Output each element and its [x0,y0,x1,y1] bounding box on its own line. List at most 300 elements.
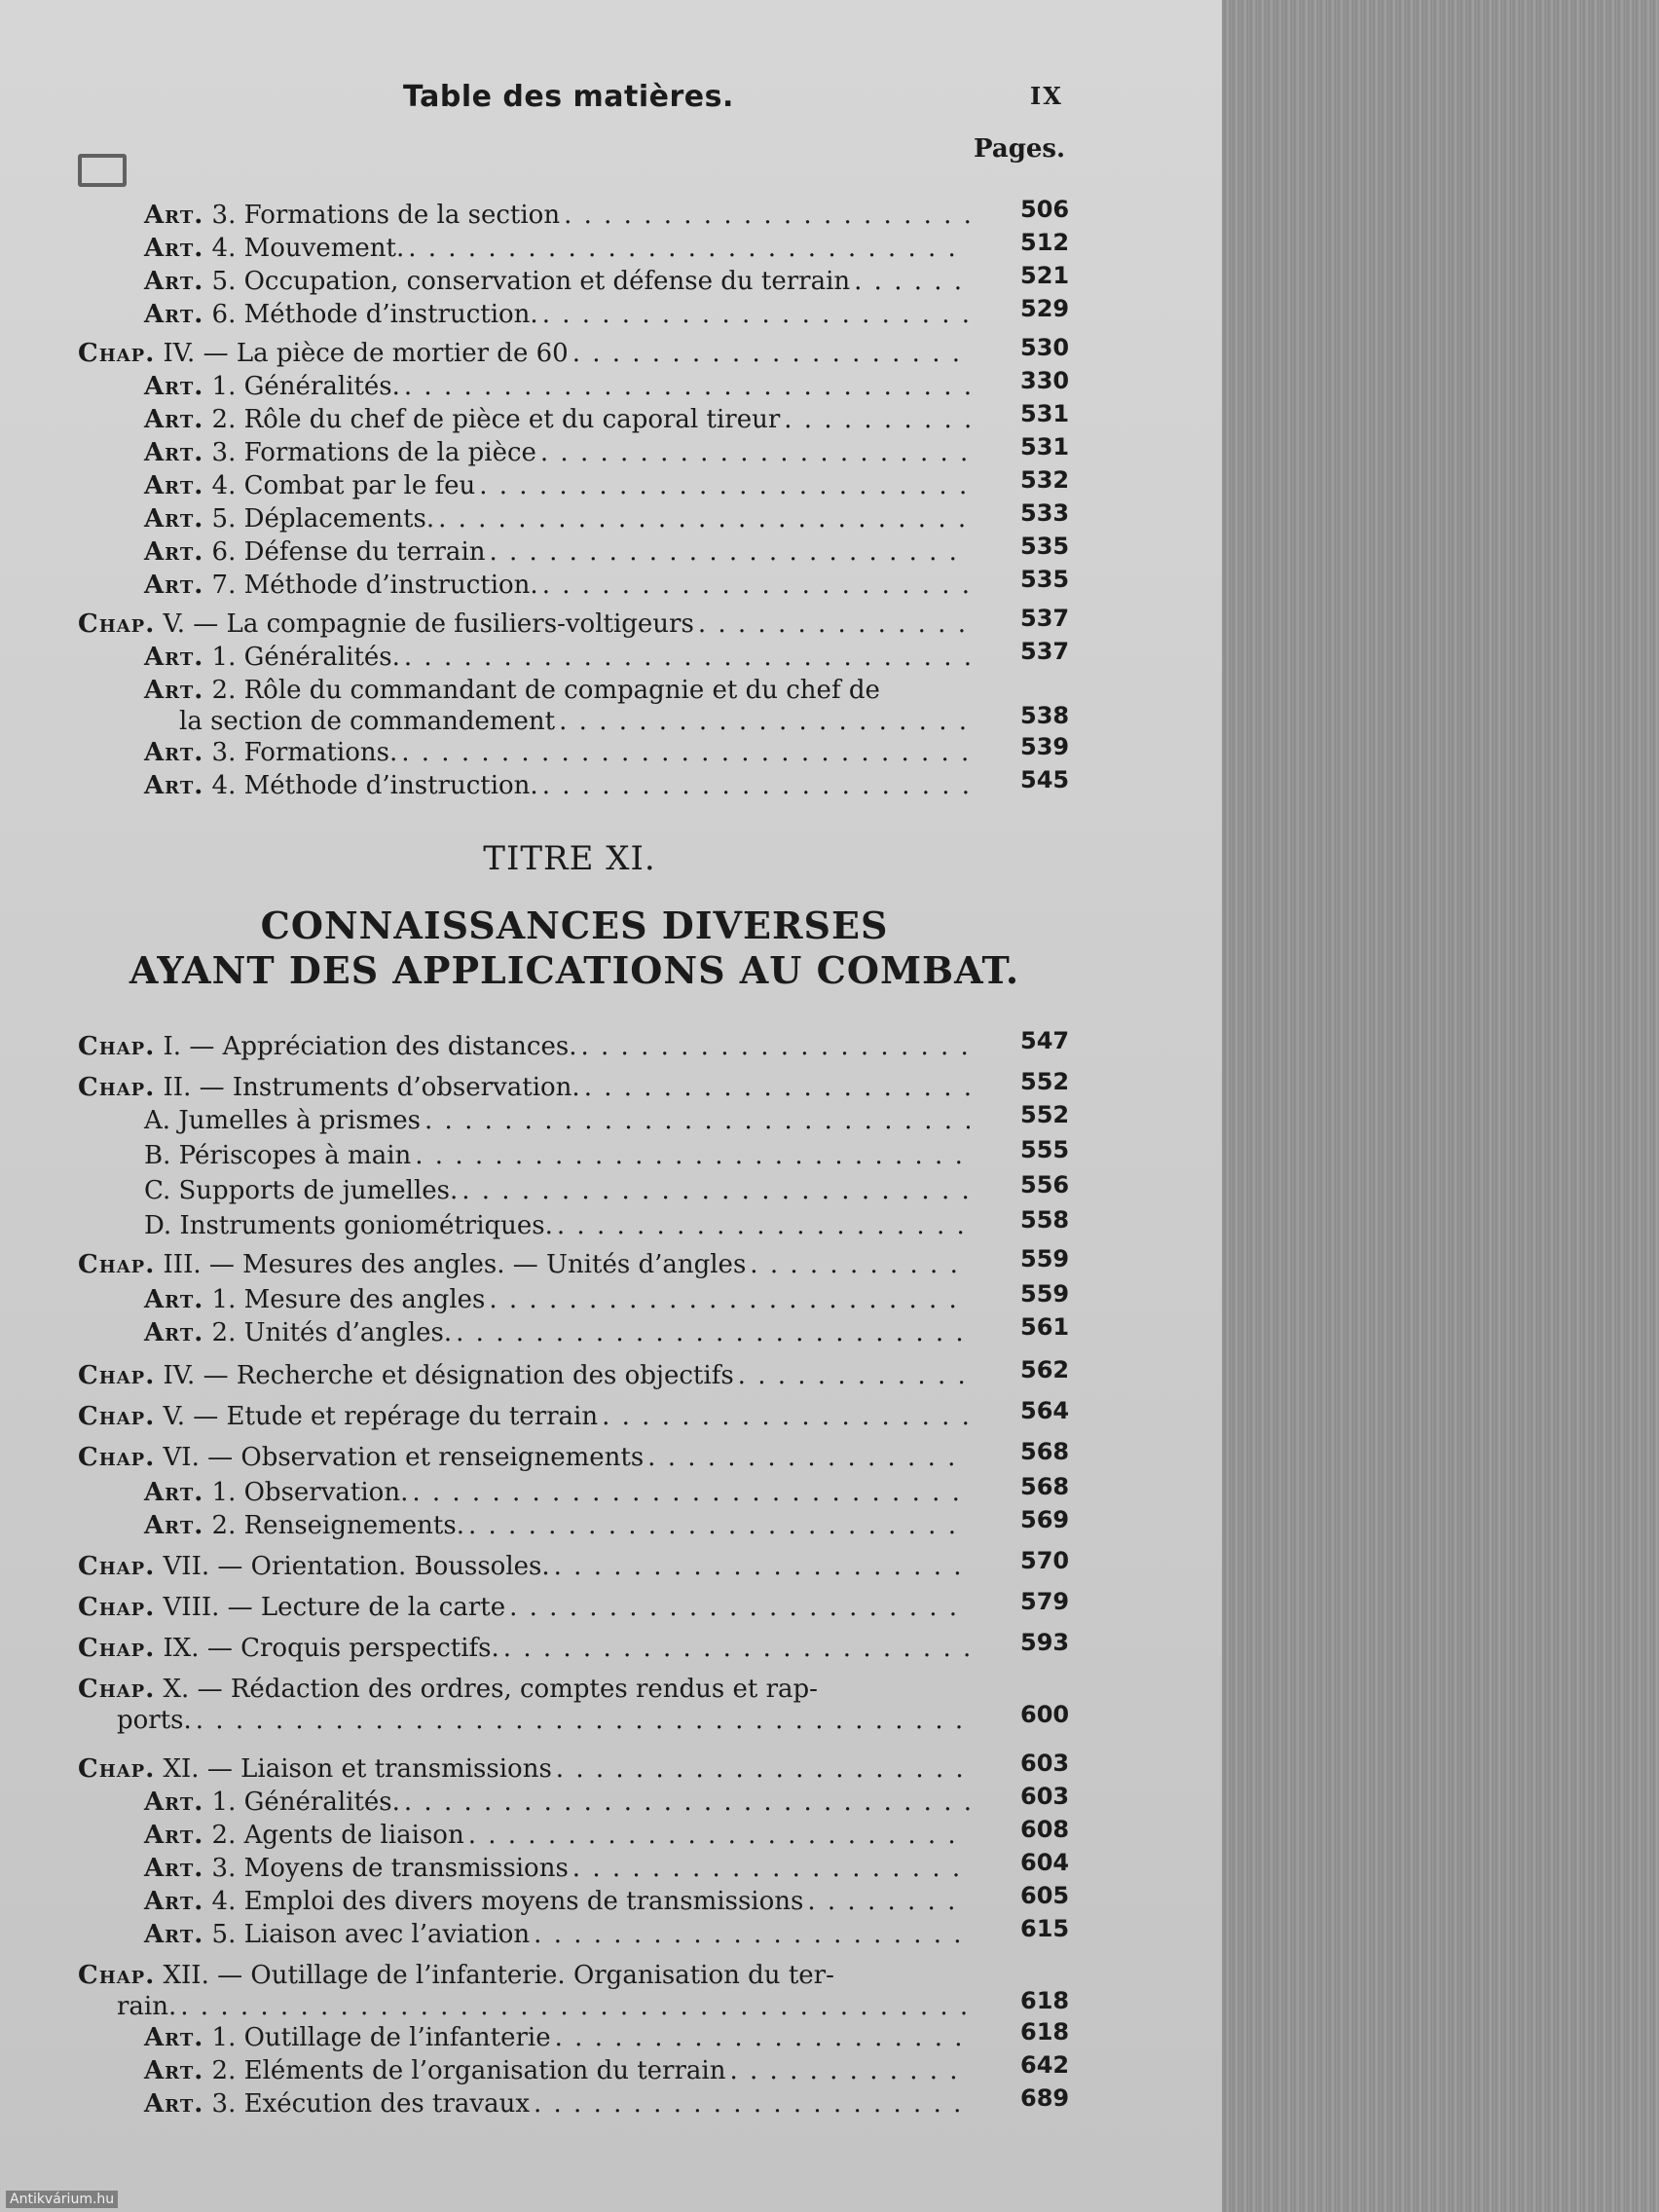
entry-label [144,643,400,672]
entry-text: — Recherche et désignation des objectifs [203,1361,734,1390]
running-title: Table des matières. [403,80,734,114]
entry-page-number: 533 [1020,499,1070,527]
toc-chapter-entry [78,605,1070,639]
toc-article-entry [144,1280,1070,1314]
entry-keyword: Art. [144,471,204,500]
entry-keyword: Chap. [78,1032,156,1061]
entry-text: — La pièce de mortier de 60 [203,339,569,368]
entry-text-continued: la section de commandement [179,707,556,736]
entry-keyword: Art. [144,1920,204,1949]
entry-label [144,537,486,567]
entry-text: Agents de liaison [243,1821,464,1850]
leader-dots [554,1552,970,1581]
entry-number: 3. [211,438,237,467]
entry-text-continued: ports. [117,1706,192,1735]
entry-keyword: Chap. [78,1593,156,1622]
entry-text: — Etude et repérage du terrain [193,1402,599,1431]
entry-text: Méthode d’instruction. [243,771,538,800]
toc-article-entry [144,1101,1070,1135]
leader-dots [196,1706,970,1735]
entry-number: 4. [211,1887,237,1916]
leader-dots [461,1176,970,1205]
leader-dots [468,1821,970,1850]
entry-number: IV. [163,339,196,368]
entry-page-number: 605 [1020,1882,1070,1909]
entry-text: Méthode d’instruction. [243,571,538,600]
entry-page-number: 521 [1020,262,1070,289]
ink-stamp-mark [78,154,127,187]
entry-keyword: Art. [144,405,204,434]
entry-label [144,405,780,434]
leader-dots [854,267,970,296]
entry-number: B. [144,1141,171,1170]
entry-keyword: Art. [144,571,204,600]
toc-article-entry [144,533,1070,567]
leader-dots [489,1285,970,1314]
entry-page-number: 570 [1020,1547,1070,1574]
leader-dots [424,1106,970,1135]
entry-label [144,234,404,263]
entry-page-number: 604 [1020,1849,1070,1876]
entry-page-number: 558 [1020,1206,1070,1234]
toc-article-entry [144,1915,1070,1949]
entry-page-number: 531 [1020,400,1070,427]
entry-page-number: 564 [1020,1397,1070,1424]
entry-label [144,1141,411,1170]
entry-label [144,571,538,600]
entry-number: 1. [211,372,237,401]
entry-page-number: 529 [1020,295,1070,322]
entry-label [144,1318,452,1347]
entry-label [144,2089,530,2119]
leader-dots [556,1754,970,1784]
entry-keyword: Chap. [78,339,156,368]
toc-chapter-entry [78,1629,1070,1663]
entry-keyword: Chap. [78,1443,156,1472]
entry-number: 1. [211,1788,237,1817]
entry-page-number: 539 [1020,733,1070,760]
leader-dots [404,1788,970,1817]
leader-dots [542,571,970,600]
leader-dots [479,471,970,500]
entry-label [144,504,434,534]
entry-keyword: Art. [144,537,204,567]
entry-text: Défense du terrain [243,537,486,567]
entry-keyword: Art. [144,267,204,296]
entry-number: 4. [211,234,237,263]
entry-page-number: 538 [1020,702,1070,729]
toc-article-entry [144,1816,1070,1850]
leader-dots [542,771,970,800]
toc-article-entry [144,1136,1070,1170]
entry-keyword: Chap. [78,1073,156,1102]
entry-number: A. [144,1106,171,1135]
entry-number: 3. [211,2089,237,2119]
entry-keyword: Chap. [78,1634,156,1663]
entry-text: — Rédaction des ordres, comptes rendus et rap- [197,1675,818,1704]
toc-article-entry [144,638,1070,672]
entry-number: C. [144,1176,171,1205]
entry-label [144,1106,421,1135]
entry-page-number: 568 [1020,1473,1070,1500]
entry-keyword: Chap. [78,1552,156,1581]
leader-dots [584,1073,970,1102]
entry-keyword: Art. [144,676,204,705]
entry-keyword: Art. [144,1887,204,1916]
entry-page-number: 537 [1020,605,1070,632]
toc-article-entry [144,1473,1070,1507]
leader-dots [557,1211,970,1240]
entry-page-number: 615 [1020,1915,1070,1942]
leader-dots [401,738,970,767]
toc-article-entry [144,196,1070,230]
entry-page-number: 530 [1020,334,1070,361]
entry-keyword: Art. [144,2056,204,2085]
entry-page-number: 535 [1020,533,1070,560]
leader-dots [503,1634,970,1663]
entry-page-number: 547 [1020,1027,1070,1054]
leader-dots [404,643,970,672]
entry-label [144,2056,725,2085]
entry-page-number: 330 [1020,367,1070,394]
toc-article-entry [144,1506,1070,1540]
entry-page-number: 535 [1020,566,1070,593]
entry-page-number: 561 [1020,1313,1070,1341]
toc-chapter-entry [78,1027,1070,1061]
toc-article-entry [144,2018,1070,2052]
leader-dots [647,1443,970,1472]
entry-number: 4. [211,471,237,500]
entry-label [144,1887,803,1916]
entry-text: Périscopes à main [178,1141,412,1170]
entry-number: VI. [163,1443,200,1472]
toc-chapter-entry [78,1068,1070,1102]
entry-label [78,1634,499,1663]
toc-article-entry [144,433,1070,467]
leader-dots [559,707,970,736]
entry-text: Instruments goniométriques. [179,1211,553,1240]
entry-keyword: Art. [144,438,204,467]
toc-article-entry [144,466,1070,500]
entry-text: Occupation, conservation et défense du terrain [243,267,851,296]
entry-label [144,1920,530,1949]
entry-text: Déplacements. [243,504,435,534]
toc-chapter-entry [78,1356,1070,1390]
entry-page-number: 618 [1020,2018,1070,2046]
entry-text-continued: rain. [117,1992,177,2021]
entry-number: X. [163,1675,190,1704]
leader-dots [180,1992,970,2021]
entry-text: — Mesures des angles. — Unités d’angles [208,1250,747,1279]
entry-label [144,738,397,767]
entry-keyword: Chap. [78,1402,156,1431]
entry-keyword: Art. [144,771,204,800]
entry-number: XI. [163,1754,200,1784]
entry-label [78,1443,644,1472]
toc-article-entry [144,766,1070,800]
background-surface [1222,0,1659,2212]
entry-text: Formations. [243,738,398,767]
entry-text: Généralités. [243,1788,400,1817]
toc-article-entry [144,2051,1070,2085]
entry-text: — Observation et renseignements [207,1443,645,1472]
entry-page-number: 579 [1020,1588,1070,1615]
entry-text: Exécution des travaux [243,2089,530,2119]
toc-article-entry [144,262,1070,296]
entry-label [78,1361,734,1390]
entry-keyword: Art. [144,1478,204,1507]
leader-dots [534,2089,970,2119]
entry-text: Moyens de transmissions [243,1854,569,1883]
leader-dots [807,1887,970,1916]
entry-page-number: 642 [1020,2051,1070,2079]
entry-label [144,438,536,467]
toc-chapter-entry [78,1397,1070,1431]
entry-text: — Instruments d’observation. [199,1073,580,1102]
section-heading-line-1: CONNAISSANCES DIVERSES [260,903,889,947]
entry-label [144,471,475,500]
entry-label [144,1821,464,1850]
entry-number: 2. [211,1511,237,1540]
entry-keyword: Art. [144,372,204,401]
entry-keyword: Chap. [78,1361,156,1390]
entry-text: — Croquis perspectifs. [206,1634,499,1663]
entry-label [78,1552,550,1581]
entry-page-number: 569 [1020,1506,1070,1533]
leader-dots [542,300,970,329]
entry-number: 3. [211,1854,237,1883]
entry-keyword: Art. [144,2089,204,2119]
entry-page-number: 562 [1020,1356,1070,1383]
leader-dots [534,1920,970,1949]
toc-article-entry [144,1206,1070,1240]
entry-text: Emploi des divers moyens de transmissions [243,1887,804,1916]
toc-chapter-entry [78,1245,1070,1279]
entry-number: D. [144,1211,172,1240]
entry-keyword: Art. [144,1854,204,1883]
entry-page-number: 603 [1020,1783,1070,1810]
entry-page-number: 559 [1020,1245,1070,1272]
section-heading-line-2: AYANT DES APPLICATIONS AU COMBAT. [129,948,1020,992]
entry-page-number: 506 [1020,196,1070,223]
entry-page-number: 568 [1020,1438,1070,1465]
entry-continuation [117,1992,974,2021]
entry-text: Mouvement. [243,234,405,263]
entry-number: 2. [211,1318,237,1347]
leader-dots [572,339,970,368]
entry-text: Jumelles à prismes [178,1106,422,1135]
entry-number: V. [163,609,186,639]
entry-keyword: Art. [144,300,204,329]
entry-number: 2. [211,2056,237,2085]
entry-number: 1. [211,2023,237,2052]
entry-text: — La compagnie de fusiliers-voltigeurs [193,609,694,639]
entry-text: Rôle du chef de pièce et du caporal tireur [243,405,781,434]
entry-number: 2. [211,405,237,434]
entry-keyword: Art. [144,1821,204,1850]
toc-chapter-entry [78,1750,1070,1784]
entry-number: XII. [163,1961,209,1990]
leader-dots [404,372,970,401]
entry-label [144,2023,551,2052]
leader-dots [456,1318,970,1347]
entry-label [144,1788,400,1817]
entry-keyword: Art. [144,2023,204,2052]
toc-article-entry [144,400,1070,434]
leader-dots [540,438,970,467]
entry-keyword: Art. [144,1511,204,1540]
entry-number: III. [163,1250,202,1279]
entry-label [78,1961,834,1990]
entry-label [78,1754,552,1784]
entry-text: Méthode d’instruction. [243,300,538,329]
leader-dots [438,504,970,534]
entry-page-number: 552 [1020,1068,1070,1095]
entry-number: 6. [211,300,237,329]
entry-number: IX. [163,1634,200,1663]
titre-heading: TITRE XI. [483,839,656,878]
entry-keyword: Chap. [78,1250,156,1279]
toc-chapter-entry [78,1438,1070,1472]
entry-keyword: Art. [144,504,204,534]
toc-article-entry [144,1171,1070,1205]
toc-article-entry [144,2084,1070,2119]
entry-text: — Outillage de l’infanterie. Organisation du ter- [217,1961,834,1990]
entry-number: 3. [211,201,237,230]
toc-article-entry [144,1882,1070,1916]
entry-number: IV. [163,1361,196,1390]
entry-label [144,1511,464,1540]
entry-text: Supports de jumelles. [178,1176,459,1205]
entry-text: Formations de la pièce [243,438,536,467]
entry-keyword: Art. [144,1318,204,1347]
entry-number: I. [163,1032,182,1061]
entry-text: Généralités. [243,372,400,401]
toc-article-entry [144,229,1070,263]
leader-dots [580,1032,970,1061]
leader-dots [784,405,970,434]
leader-dots [490,537,971,567]
pages-column-label: Pages. [974,134,1066,164]
leader-dots [572,1854,970,1883]
entry-number: 1. [211,1285,237,1314]
entry-label [78,1675,818,1704]
entry-number: V. [163,1402,186,1431]
entry-text: Eléments de l’organisation du terrain [243,2056,726,2085]
entry-label [78,1593,505,1622]
entry-page-number: 552 [1020,1101,1070,1128]
toc-article-entry [144,295,1070,329]
entry-label [144,1285,485,1314]
entry-page-number: 545 [1020,766,1070,793]
entry-number: 4. [211,771,237,800]
toc-article-entry [144,1313,1070,1347]
toc-chapter-entry [78,1588,1070,1622]
toc-article-entry [144,367,1070,401]
entry-label [144,372,400,401]
entry-label [78,1032,576,1061]
entry-keyword: Chap. [78,1754,156,1784]
entry-page-number: 532 [1020,466,1070,494]
entry-text: — Orientation. Boussoles. [217,1552,550,1581]
entry-text: Outillage de l’infanterie [243,2023,551,2052]
toc-chapter-entry [78,1547,1070,1581]
leader-dots [602,1402,970,1431]
leader-dots [408,234,970,263]
leader-dots [555,2023,970,2052]
page-number: IX [1030,82,1063,110]
watermark: Antikvárium.hu [6,2191,118,2208]
entry-page-number: 537 [1020,638,1070,665]
entry-text: Rôle du commandant de compagnie et du chef de [243,676,880,705]
entry-number: 7. [211,571,237,600]
toc-chapter-entry [78,334,1070,368]
entry-number: 6. [211,537,237,567]
entry-page-number: 559 [1020,1280,1070,1308]
entry-number: 5. [211,1920,237,1949]
entry-page-number: 593 [1020,1629,1070,1656]
entry-keyword: Art. [144,643,204,672]
entry-keyword: Chap. [78,1961,156,1990]
entry-text: Unités d’angles. [243,1318,453,1347]
entry-keyword: Art. [144,1285,204,1314]
leader-dots [468,1511,970,1540]
entry-page-number: 689 [1020,2084,1070,2112]
entry-text: Combat par le feu [243,471,476,500]
entry-label [78,339,569,368]
entry-text: Formations de la section [243,201,561,230]
toc-article-entry [144,1783,1070,1817]
leader-dots [412,1478,970,1507]
entry-label [144,1211,553,1240]
entry-label [78,1402,598,1431]
toc-article-entry [144,566,1070,600]
entry-page-number: 608 [1020,1816,1070,1843]
entry-label [144,201,560,230]
entry-label [144,300,538,329]
entry-label [144,267,850,296]
leader-dots [415,1141,970,1170]
leader-dots [564,201,970,230]
entry-text: — Liaison et transmissions [206,1754,552,1784]
entry-number: 3. [211,738,237,767]
leader-dots [750,1250,970,1279]
entry-label [144,771,538,800]
leader-dots [729,2056,970,2085]
entry-label [144,676,880,705]
entry-keyword: Chap. [78,1675,156,1704]
entry-text: — Lecture de la carte [227,1593,506,1622]
toc-article-entry [144,499,1070,534]
entry-text: Renseignements. [243,1511,464,1540]
entry-label [78,609,694,639]
entry-text: Mesure des angles [243,1285,486,1314]
entry-page-number: 512 [1020,229,1070,256]
entry-number: VIII. [163,1593,220,1622]
entry-number: 2. [211,1821,237,1850]
entry-label [144,1478,408,1507]
toc-article-entry [144,733,1070,767]
entry-page-number: 556 [1020,1171,1070,1198]
entry-label [78,1073,580,1102]
entry-number: II. [163,1073,192,1102]
entry-number: 1. [211,1478,237,1507]
entry-page-number: 555 [1020,1136,1070,1163]
entry-number: 5. [211,504,237,534]
entry-number: VII. [163,1552,210,1581]
leader-dots [738,1361,970,1390]
entry-number: 1. [211,643,237,672]
